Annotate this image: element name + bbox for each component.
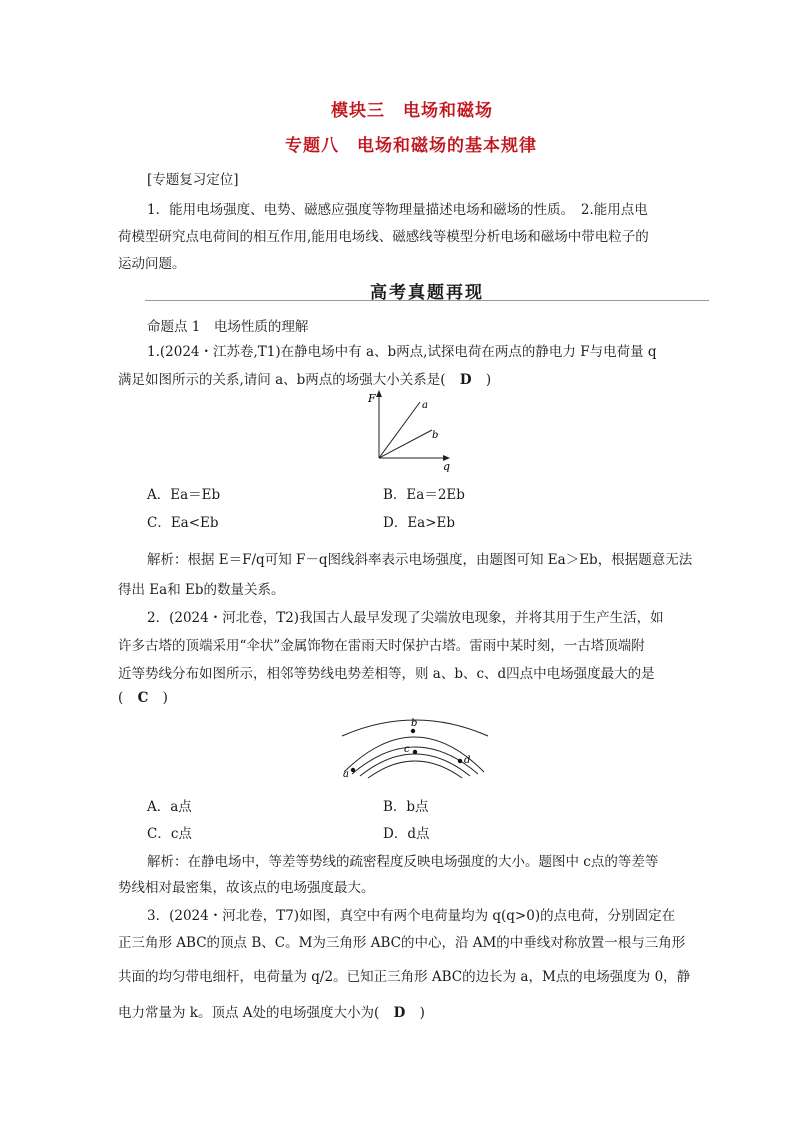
q1-y-label: F — [368, 392, 376, 405]
q2-analysis-line-1: 解析：在静电场中，等差等势线的疏密程度反映电场强度的大小。题图中 c点的等差等 — [147, 854, 659, 870]
q2-label-c: c — [404, 744, 410, 755]
q2-option-b: B．b点 — [383, 799, 429, 815]
q3-stem-text: 电力常量为 k。顶点 A处的电场强度大小为( — [118, 1005, 380, 1021]
q1-analysis-line-1: 解析：根据 E＝F/q可知 F－q图线斜率表示电场强度，由题图可知 Ea＞Eb，根据题意无法 — [147, 552, 693, 568]
q2-option-c: C．c点 — [147, 826, 192, 842]
q1-stem-line-2 — [118, 368, 491, 388]
section-banner — [145, 278, 709, 303]
q2-stem-line-1: 2．(2024・河北卷，T2)我国古人最早发现了尖端放电现象，并将其用于生产生活，如 — [147, 610, 664, 626]
q2-point-c — [413, 750, 417, 754]
q1-stem-text: 满足如图所示的关系,请问 a、b两点的场强大小关系是( — [118, 372, 446, 388]
q1-option-b: B．Ea＝2Eb — [383, 487, 465, 503]
positioning-line-3: 运动问题。 — [118, 256, 186, 272]
q3-answer: D — [393, 1005, 406, 1021]
q2-option-a: A．a点 — [147, 799, 192, 815]
banner-label: 高考真题再现 — [370, 283, 484, 303]
q2-point-b — [411, 729, 415, 733]
q2-label-d: d — [464, 755, 471, 766]
q2-stem-line-4 — [118, 690, 168, 706]
q2-stem-line-2: 许多古塔的顶端采用“伞状”金属饰物在雷雨天时保护古塔。雷雨中某时刻，一古塔顶端附 — [118, 638, 645, 654]
q2-equipotential-5 — [368, 761, 462, 778]
q1-option-d: D．Ea>Eb — [383, 515, 456, 531]
q1-analysis-line-2: 得出 Ea和 Eb的数量关系。 — [118, 582, 285, 598]
q1-line-a — [379, 402, 420, 458]
q2-stem-close: ) — [162, 690, 168, 706]
q1-answer: D — [459, 372, 472, 388]
q2-analysis-line-2: 势线相对最密集，故该点的电场强度最大。 — [118, 880, 375, 896]
q3-stem-line-4 — [118, 1001, 425, 1021]
q1-label-a: a — [422, 400, 428, 411]
module-title: 模块三 电场和磁场 — [331, 101, 493, 121]
q2-point-d — [458, 759, 462, 763]
q2-label-b: b — [411, 718, 418, 729]
q1-y-arrow — [376, 390, 382, 397]
q1-line-b — [379, 430, 432, 458]
q2-label-a: a — [343, 769, 349, 780]
q2-stem-line-3: 近等势线分布如图所示，相邻等势线电势差相等，则 a、b、c、d四点中电场强度最大的是 — [118, 666, 655, 682]
q2-option-d: D．d点 — [383, 826, 430, 842]
q1-stem-line-1: 1.(2024・江苏卷,T1)在静电场中有 a、b两点,试探电荷在两点的静电力 F与电荷量 q — [147, 344, 657, 360]
q1-label-b: b — [432, 430, 439, 441]
q1-stem-close: ) — [485, 372, 492, 388]
sub-topic-heading: 命题点 1 电场性质的理解 — [147, 319, 309, 335]
q3-stem-close: ) — [419, 1005, 425, 1021]
q1-option-a: A．Ea＝Eb — [147, 487, 221, 503]
positioning-line-1: 1．能用电场强度、电势、磁感应强度等物理量描述电场和磁场的性质。 2.能用点电 — [147, 202, 648, 218]
positioning-line-2: 荷模型研究点电荷间的相互作用,能用电场线、磁感线等模型分析电场和磁场中带电粒子的 — [118, 229, 649, 245]
q3-stem-line-3: 共面的均匀带电细杆，电荷量为 q/2。已知正三角形 ABC的边长为 a，M点的电场强度为 0，静 — [118, 969, 691, 985]
q1-x-label: q — [443, 460, 451, 472]
q3-stem-line-1: 3．(2024・河北卷，T7)如图，真空中有两个电荷量均为 q(q>0)的点电荷，分别固定在 — [147, 908, 676, 924]
q1-option-c: C．Ea<Eb — [147, 515, 219, 531]
q1-figure — [360, 388, 460, 472]
positioning-label: [专题复习定位] — [147, 172, 239, 188]
q2-answer: C — [137, 690, 149, 706]
q2-stem-open: ( — [118, 690, 124, 706]
q2-figure — [340, 710, 490, 785]
q2-point-a — [351, 768, 355, 772]
q3-stem-line-2: 正三角形 ABC的顶点 B、C。M为三角形 ABC的中心，沿 AM的中垂线对称放置一根与三角形 — [118, 935, 686, 951]
topic-title: 专题八 电场和磁场的基本规律 — [285, 136, 537, 156]
